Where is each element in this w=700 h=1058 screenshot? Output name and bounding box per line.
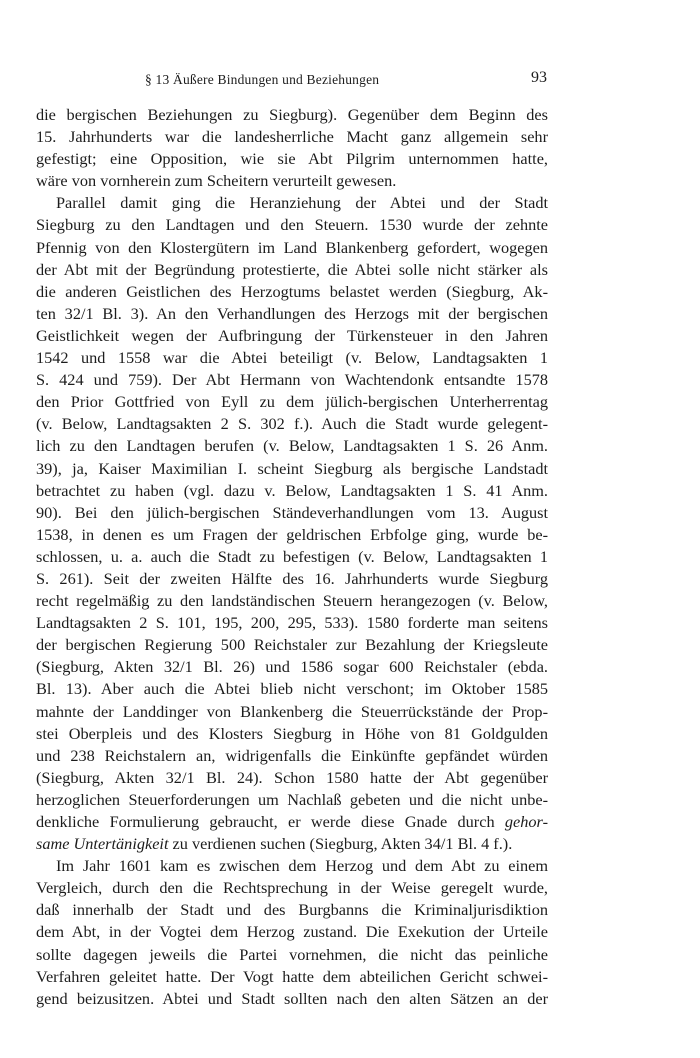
text-line: wäre von vornherein zum Scheitern verurteilt gewesen.	[36, 171, 397, 191]
text-line: ten 32/1 Bl. 3). An den Verhandlungen des Herzogs mit der bergischen	[36, 303, 548, 323]
text-line: recht regelmäßig zu den landständischen Steuern herangezogen (v. Below,	[36, 591, 548, 611]
paragraph	[36, 855, 548, 1010]
text-line: Verfahren geleitet hatte. Der Vogt hatte dem abteilichen Gericht schwei-	[36, 966, 548, 986]
text-line: die bergischen Beziehungen zu Siegburg). Gegenüber dem Beginn des	[36, 105, 548, 124]
text-line: gend beizusitzen. Abtei und Stadt sollten nach den alten Sätzen an der	[36, 988, 548, 1008]
text-line: Im Jahr 1601 kam es zwischen dem Herzog und dem Abt zu einem	[56, 856, 548, 876]
text-line: Bl. 13). Aber auch die Abtei blieb nicht verschont; im Oktober 1585	[36, 679, 548, 699]
text-line: 39), ja, Kaiser Maximilian I. scheint Siegburg als bergische Landstadt	[36, 458, 548, 478]
paragraph	[36, 104, 548, 192]
text-line: gefestigt; eine Opposition, wie sie Abt Pilgrim unternommen hatte,	[36, 149, 548, 169]
text-line: S. 424 und 759). Der Abt Hermann von Wachtendonk entsandte 1578	[36, 370, 548, 390]
paragraph	[36, 192, 548, 855]
text-line: Siegburg zu den Landtagen und den Steuern. 1530 wurde der zehnte	[36, 215, 548, 235]
body-text	[36, 104, 548, 1010]
emphasis-text: gehor-	[504, 812, 548, 831]
text-line: herzoglichen Steuerforderungen um Nachlaß gebeten und die nicht unbe-	[36, 789, 548, 809]
text-line: 1538, in denen es um Fragen der geldrischen Erbfolge ging, wurde be-	[36, 524, 548, 544]
text-line: und 238 Reichstalern an, widrigenfalls die Einkünfte gepfändet würden	[36, 745, 548, 765]
text-line: (v. Below, Landtagsakten 2 S. 302 f.). Auch die Stadt wurde gelegent-	[36, 414, 548, 434]
text-line: (Siegburg, Akten 32/1 Bl. 24). Schon 1580 hatte der Abt gegenüber	[36, 767, 548, 787]
text-line: dem Abt, in der Vogtei dem Herzog zustand. Die Exekution der Urteile	[36, 922, 548, 942]
text-line: Landtagsakten 2 S. 101, 195, 200, 295, 533). 1580 forderte man seitens	[36, 613, 548, 633]
text-line: daß innerhalb der Stadt und des Burgbanns die Kriminaljurisdiktion	[36, 900, 548, 920]
text-line: mahnte der Landdinger von Blankenberg die Steuerrückstände der Prop-	[36, 701, 548, 721]
text-line: Pfennig von den Klostergütern im Land Blankenberg gefordert, wogegen	[36, 237, 548, 257]
text-line: sollte dagegen jeweils die Partei vornehmen, die nicht das peinliche	[36, 944, 548, 964]
text-line: Geistlichkeit wegen der Aufbringung der Türkensteuer in den Jahren	[36, 325, 548, 345]
text-line: der Abt mit der Begründung protestierte, die Abtei solle nicht stärker als	[36, 259, 548, 279]
text-line: Parallel damit ging die Heranziehung der Abtei und der Stadt	[56, 193, 548, 213]
text-line: (Siegburg, Akten 32/1 Bl. 26) und 1586 sogar 600 Reichstaler (ebda.	[36, 657, 548, 677]
text-line: denkliche Formulierung gebraucht, er werde diese Gnade durch gehor-	[36, 812, 548, 831]
text-line: same Untertänigkeit zu verdienen suchen (Siegburg, Akten 34/1 Bl. 4 f.).	[36, 834, 513, 854]
text-line: S. 261). Seit der zweiten Hälfte des 16. Jahrhunderts wurde Siegburg	[36, 568, 548, 588]
text-line: lich zu den Landtagen berufen (v. Below, Landtagsakten 1 S. 26 Anm.	[36, 436, 548, 456]
text-line: betrachtet zu haben (vgl. dazu v. Below, Landtagsakten 1 S. 41 Anm.	[36, 480, 548, 500]
text-line: den Prior Gottfried von Eyll zu dem jülich-bergischen Unterherrentag	[36, 392, 548, 412]
page-number: 93	[531, 69, 547, 86]
text-line: Vergleich, durch den die Rechtsprechung in der Weise geregelt wurde,	[36, 878, 548, 898]
text-line: 1542 und 1558 war die Abtei beteiligt (v. Below, Landtagsakten 1	[36, 348, 548, 368]
text-line: 15. Jahrhunderts war die landesherrliche Macht ganz allgemein sehr	[36, 127, 548, 147]
text-line: die anderen Geistlichen des Herzogtums belastet werden (Siegburg, Ak-	[36, 281, 548, 301]
text-line: stei Oberpleis und des Klosters Siegburg in Höhe von 81 Goldgulden	[36, 723, 548, 743]
text-line: der bergischen Regierung 500 Reichstaler zur Bezahlung der Kriegsleute	[36, 635, 548, 655]
text-line: schlossen, u. a. auch die Stadt zu befestigen (v. Below, Landtagsakten 1	[36, 546, 548, 566]
emphasis-text: same Untertänigkeit	[36, 834, 169, 854]
text-line: 90). Bei den jülich-bergischen Ständeverhandlungen vom 13. August	[36, 502, 548, 522]
running-head: § 13 Äußere Bindungen und Beziehungen	[145, 72, 380, 87]
